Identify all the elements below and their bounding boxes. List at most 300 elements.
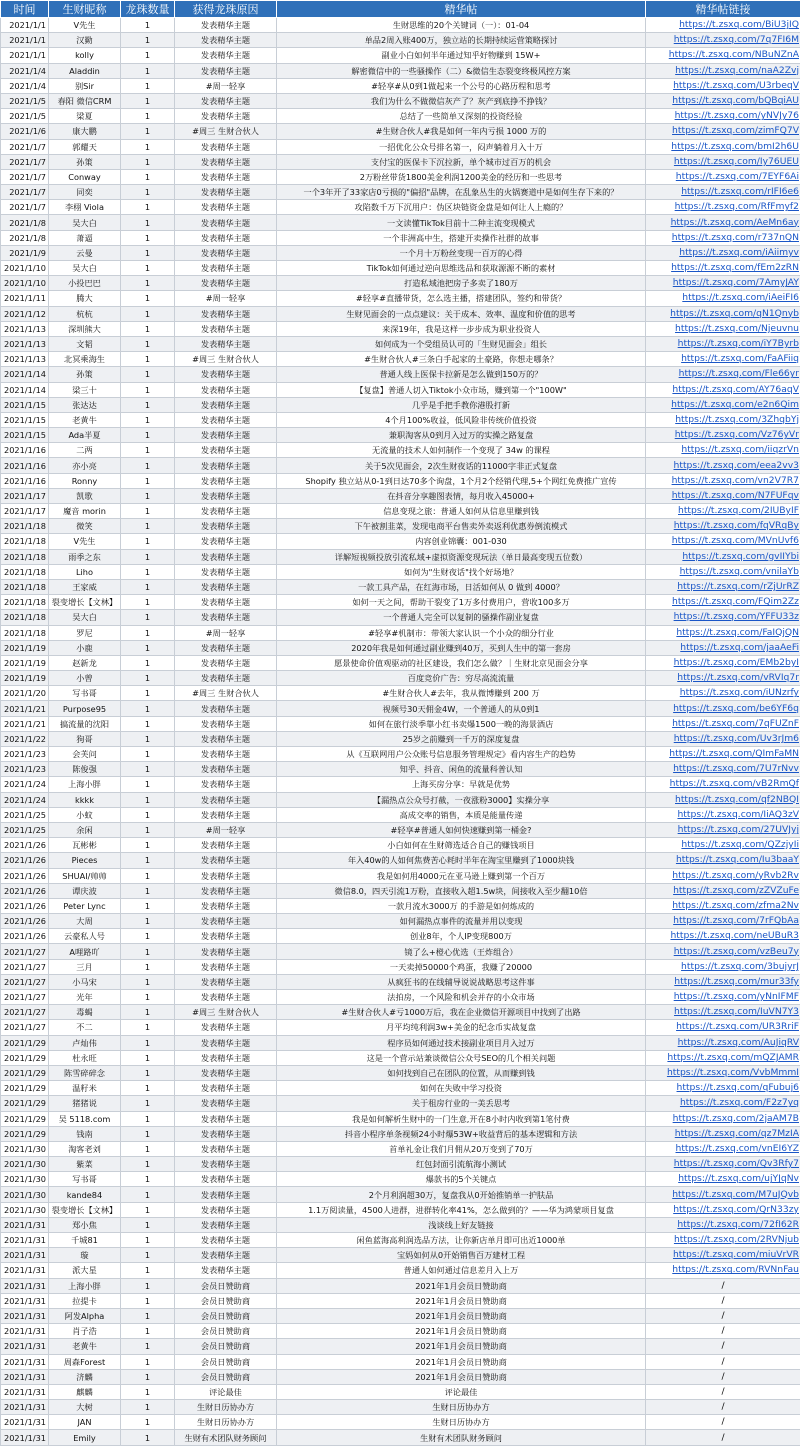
- post-link[interactable]: https://t.zsxq.com/N7FUFqv: [646, 488, 800, 503]
- post-link[interactable]: https://t.zsxq.com/7q7FI6M: [646, 33, 800, 48]
- reason-cell: #周三 生财合伙人: [175, 352, 277, 367]
- post-link[interactable]: https://t.zsxq.com/vnilaYb: [646, 564, 800, 579]
- date-cell: 2021/1/24: [1, 792, 49, 807]
- nickname-cell: 文韬: [49, 336, 121, 351]
- pearl-count-cell: 1: [121, 261, 175, 276]
- post-title-cell: 如何一天之间，帮助干裂变了1万多付费用户，营收100多万: [277, 595, 646, 610]
- table-row: [1, 1293, 800, 1308]
- post-link: /: [646, 1308, 800, 1323]
- post-title-cell: 在抖音分享趣图表情，每月收入45000+: [277, 488, 646, 503]
- reason-cell: 会员日赞助商: [175, 1278, 277, 1293]
- nickname-cell: 二两: [49, 443, 121, 458]
- reason-cell: 发表精华主题: [175, 336, 277, 351]
- post-link[interactable]: https://t.zsxq.com/BiU3jIQ: [646, 18, 800, 33]
- post-title-cell: 来深19年，我是这样一步步成为职业投资人: [277, 321, 646, 336]
- post-link[interactable]: https://t.zsxq.com/FQim2Zz: [646, 595, 800, 610]
- post-title-cell: 关于5次见面会，2次生财夜话的11000字非正式复盘: [277, 458, 646, 473]
- nickname-cell: 云豪私人号: [49, 929, 121, 944]
- post-link[interactable]: https://t.zsxq.com/Iy76UEU: [646, 154, 800, 169]
- nickname-cell: 写书哥: [49, 686, 121, 701]
- post-title-cell: 微信8.0，四天引流1万粉，直接收入超1.5w块，间接收入至少翻10倍: [277, 883, 646, 898]
- table-row: [1, 154, 800, 169]
- reason-cell: 发表精华主题: [175, 18, 277, 33]
- post-link[interactable]: https://t.zsxq.com/YFFU33z: [646, 610, 800, 625]
- pearl-count-cell: 1: [121, 352, 175, 367]
- post-link[interactable]: https://t.zsxq.com/fEm2zRN: [646, 261, 800, 276]
- post-link[interactable]: https://t.zsxq.com/vn2V7R7: [646, 473, 800, 488]
- nickname-cell: Liho: [49, 564, 121, 579]
- nickname-cell: 梁三十: [49, 382, 121, 397]
- nickname-cell: 不二: [49, 1020, 121, 1035]
- date-cell: 2021/1/31: [1, 1263, 49, 1278]
- nickname-cell: 微笑: [49, 519, 121, 534]
- pearl-count-cell: 1: [121, 1172, 175, 1187]
- reason-cell: 发表精华主题: [175, 731, 277, 746]
- pearl-count-cell: 1: [121, 276, 175, 291]
- post-link[interactable]: https://t.zsxq.com/zimFQ7V: [646, 124, 800, 139]
- post-title-cell: 内容创业锦囊：001-030: [277, 534, 646, 549]
- header-reason: 获得龙珠原因: [175, 1, 277, 18]
- table-row: [1, 458, 800, 473]
- date-cell: 2021/1/4: [1, 63, 49, 78]
- table-row: [1, 215, 800, 230]
- post-link[interactable]: https://t.zsxq.com/zZVZuFe: [646, 883, 800, 898]
- nickname-cell: 卢灿伟: [49, 1035, 121, 1050]
- pearl-count-cell: 1: [121, 139, 175, 154]
- post-link[interactable]: https://t.zsxq.com/iAiimyv: [646, 245, 800, 260]
- nickname-cell: 汉勤: [49, 33, 121, 48]
- post-link: /: [646, 1339, 800, 1354]
- post-link[interactable]: https://t.zsxq.com/iY7Byrb: [646, 336, 800, 351]
- reason-cell: 发表精华主题: [175, 990, 277, 1005]
- pearl-count-cell: 1: [121, 1065, 175, 1080]
- date-cell: 2021/1/21: [1, 716, 49, 731]
- post-link[interactable]: https://t.zsxq.com/FaAFiiq: [646, 352, 800, 367]
- date-cell: 2021/1/31: [1, 1415, 49, 1430]
- nickname-cell: 萧逼: [49, 230, 121, 245]
- post-link[interactable]: https://t.zsxq.com/Vz76yVr: [646, 428, 800, 443]
- post-title-cell: 生财日历协办方: [277, 1415, 646, 1430]
- post-title-cell: 如何成为一个受组员认可的「生财见面会」组长: [277, 336, 646, 351]
- nickname-cell: kande84: [49, 1187, 121, 1202]
- date-cell: 2021/1/13: [1, 336, 49, 351]
- table-row: [1, 291, 800, 306]
- post-link[interactable]: https://t.zsxq.com/Qv3Rfy7: [646, 1157, 800, 1172]
- pearl-count-cell: 1: [121, 245, 175, 260]
- post-link[interactable]: https://t.zsxq.com/yNVJy76: [646, 109, 800, 124]
- post-link[interactable]: https://t.zsxq.com/vB2RmQf: [646, 777, 800, 792]
- post-link[interactable]: https://t.zsxq.com/RfFmyf2: [646, 200, 800, 215]
- table-row: [1, 1020, 800, 1035]
- date-cell: 2021/1/5: [1, 109, 49, 124]
- post-link[interactable]: https://t.zsxq.com/AY76aqV: [646, 382, 800, 397]
- date-cell: 2021/1/13: [1, 352, 49, 367]
- post-link[interactable]: https://t.zsxq.com/mQZJAMR: [646, 1050, 800, 1065]
- post-title-cell: 攻陷数千万下沉用户：伪区块链资金盘是如何让人上瘾的？: [277, 200, 646, 215]
- post-link[interactable]: https://t.zsxq.com/miuVrVR: [646, 1248, 800, 1263]
- post-title-cell: 如何在旅行淡季靠小红书卖爆1500一晚的海景酒店: [277, 716, 646, 731]
- post-link[interactable]: https://t.zsxq.com/zfma2Nv: [646, 898, 800, 913]
- nickname-cell: 老黄牛: [49, 412, 121, 427]
- post-link[interactable]: https://t.zsxq.com/r737nQN: [646, 230, 800, 245]
- table-row: [1, 534, 800, 549]
- post-title-cell: 一个3年开了33家店0亏损的"偏招"品牌，在乱象丛生的火锅赛道中是如何生存下来的？: [277, 185, 646, 200]
- date-cell: 2021/1/29: [1, 1096, 49, 1111]
- date-cell: 2021/1/25: [1, 807, 49, 822]
- table-row: [1, 625, 800, 640]
- nickname-cell: 温籽米: [49, 1081, 121, 1096]
- post-link[interactable]: https://t.zsxq.com/2RVNjub: [646, 1233, 800, 1248]
- reason-cell: 会员日赞助商: [175, 1308, 277, 1323]
- pearl-count-cell: 1: [121, 367, 175, 382]
- post-link[interactable]: https://t.zsxq.com/UR3RriF: [646, 1020, 800, 1035]
- nickname-cell: 会芙问: [49, 747, 121, 762]
- pearl-count-cell: 1: [121, 33, 175, 48]
- reason-cell: 发表精华主题: [175, 93, 277, 108]
- pearl-count-cell: 1: [121, 853, 175, 868]
- post-link[interactable]: https://t.zsxq.com/neUBuR3: [646, 929, 800, 944]
- pearl-count-cell: 1: [121, 959, 175, 974]
- post-title-cell: 一款工具产品，在红海市场，日活如何从 0 做到 4000？: [277, 579, 646, 594]
- post-link[interactable]: https://t.zsxq.com/Uv3rJm6: [646, 731, 800, 746]
- nickname-cell: 大树: [49, 1400, 121, 1415]
- post-title-cell: 红包封面引流航海小测试: [277, 1157, 646, 1172]
- post-link[interactable]: https://t.zsxq.com/QrN33zy: [646, 1202, 800, 1217]
- post-link[interactable]: https://t.zsxq.com/vRVIq7r: [646, 671, 800, 686]
- post-link: /: [646, 1384, 800, 1399]
- reason-cell: 发表精华主题: [175, 139, 277, 154]
- date-cell: 2021/1/31: [1, 1400, 49, 1415]
- reason-cell: 发表精华主题: [175, 792, 277, 807]
- reason-cell: #周三 生财合伙人: [175, 124, 277, 139]
- post-link[interactable]: https://t.zsxq.com/ujYJqNv: [646, 1172, 800, 1187]
- date-cell: 2021/1/17: [1, 504, 49, 519]
- post-title-cell: 这是一个营示站兼谈微信公众号SEO的几个相关问题: [277, 1050, 646, 1065]
- post-title-cell: #轻享#从0到1做起来一个公号的心路历程和思考: [277, 78, 646, 93]
- pearl-count-cell: 1: [121, 1415, 175, 1430]
- reason-cell: 发表精华主题: [175, 534, 277, 549]
- reason-cell: 发表精华主题: [175, 807, 277, 822]
- post-link[interactable]: https://t.zsxq.com/IuVN7Y3: [646, 1005, 800, 1020]
- nickname-cell: 肖子浩: [49, 1324, 121, 1339]
- nickname-cell: 搞流量的沈阳: [49, 716, 121, 731]
- pearl-count-cell: 1: [121, 1248, 175, 1263]
- pearl-count-cell: 1: [121, 321, 175, 336]
- reason-cell: 发表精华主题: [175, 655, 277, 670]
- date-cell: 2021/1/1: [1, 48, 49, 63]
- post-link[interactable]: https://t.zsxq.com/NBuNZnA: [646, 48, 800, 63]
- post-link[interactable]: https://t.zsxq.com/rZjUrRZ: [646, 579, 800, 594]
- post-link[interactable]: https://t.zsxq.com/27UVJyj: [646, 822, 800, 837]
- reason-cell: 发表精华主题: [175, 382, 277, 397]
- date-cell: 2021/1/27: [1, 990, 49, 1005]
- nickname-cell: 千城81: [49, 1233, 121, 1248]
- nickname-cell: 小马宋: [49, 974, 121, 989]
- nickname-cell: 瓦彬彬: [49, 838, 121, 853]
- reason-cell: #周三 生财合伙人: [175, 1005, 277, 1020]
- post-link[interactable]: https://t.zsxq.com/be6YF6q: [646, 701, 800, 716]
- pearl-count-cell: 1: [121, 1050, 175, 1065]
- post-link[interactable]: https://t.zsxq.com/gvIIYbi: [646, 549, 800, 564]
- nickname-cell: 春阳 微信CRM: [49, 93, 121, 108]
- nickname-cell: 毒蝎: [49, 1005, 121, 1020]
- reason-cell: 发表精华主题: [175, 428, 277, 443]
- nickname-cell: 三月: [49, 959, 121, 974]
- post-title-cell: 解密微信中的一些骚操作（二）&微信生态裂变终极风控方案: [277, 63, 646, 78]
- post-title-cell: 2021年1月会员日赞助商: [277, 1278, 646, 1293]
- table-row: [1, 762, 800, 777]
- nickname-cell: 光年: [49, 990, 121, 1005]
- pearl-count-cell: 1: [121, 883, 175, 898]
- post-link[interactable]: https://t.zsxq.com/jaaAeFi: [646, 640, 800, 655]
- post-title-cell: 愿景使命价值观驱动的社区建设，我们怎么做？｜生财北京见面会分享: [277, 655, 646, 670]
- pearl-count-cell: 1: [121, 1430, 175, 1445]
- nickname-cell: 裂变增长【文林】: [49, 1202, 121, 1217]
- pearl-count-cell: 1: [121, 838, 175, 853]
- date-cell: 2021/1/26: [1, 868, 49, 883]
- nickname-cell: 钱南: [49, 1126, 121, 1141]
- post-link[interactable]: https://t.zsxq.com/72fI62R: [646, 1217, 800, 1232]
- post-link[interactable]: https://t.zsxq.com/Iu3baaY: [646, 853, 800, 868]
- post-link[interactable]: https://t.zsxq.com/Njeuvnu: [646, 321, 800, 336]
- date-cell: 2021/1/30: [1, 1172, 49, 1187]
- table-row: [1, 1354, 800, 1369]
- reason-cell: 发表精华主题: [175, 367, 277, 382]
- pearl-count-cell: 1: [121, 1369, 175, 1384]
- post-link[interactable]: https://t.zsxq.com/MVnUvf6: [646, 534, 800, 549]
- post-title-cell: 4个月100%收益，低风险非传统价值投资: [277, 412, 646, 427]
- post-link[interactable]: https://t.zsxq.com/VvbMmmI: [646, 1065, 800, 1080]
- post-title-cell: 抖音小程序单条视频24小时爆53W+收益背后的基本逻辑和方法: [277, 1126, 646, 1141]
- table-row: [1, 701, 800, 716]
- pearl-count-cell: 1: [121, 1308, 175, 1323]
- date-cell: 2021/1/31: [1, 1308, 49, 1323]
- table-row: [1, 1217, 800, 1232]
- table-row: [1, 321, 800, 336]
- header-post: 精华帖: [277, 1, 646, 18]
- post-title-cell: 2021年1月会员日赞助商: [277, 1354, 646, 1369]
- post-link[interactable]: https://t.zsxq.com/qFubuj6: [646, 1081, 800, 1096]
- reason-cell: 发表精华主题: [175, 276, 277, 291]
- post-title-cell: 一个非洲高中生，搭建开卖操作社群的故事: [277, 230, 646, 245]
- nickname-cell: 大周: [49, 914, 121, 929]
- pearl-count-cell: 1: [121, 1233, 175, 1248]
- post-link[interactable]: https://t.zsxq.com/iAeiFI6: [646, 291, 800, 306]
- reason-cell: 发表精华主题: [175, 716, 277, 731]
- post-title-cell: 普通人如何通过信息差月入上万: [277, 1263, 646, 1278]
- date-cell: 2021/1/5: [1, 93, 49, 108]
- pearl-count-cell: 1: [121, 640, 175, 655]
- post-title-cell: 月平均纯利润3w+美金的纪念币实战复盘: [277, 1020, 646, 1035]
- reason-cell: 发表精华主题: [175, 579, 277, 594]
- nickname-cell: V先生: [49, 534, 121, 549]
- pearl-count-cell: 1: [121, 488, 175, 503]
- post-link[interactable]: https://t.zsxq.com/IiAQ3zV: [646, 807, 800, 822]
- table-row: [1, 1430, 800, 1445]
- post-title-cell: 一招优化公众号排名第一，闷声躺着月入十万: [277, 139, 646, 154]
- post-link[interactable]: https://t.zsxq.com/iUNzrfy: [646, 686, 800, 701]
- pearl-count-cell: 1: [121, 124, 175, 139]
- post-link[interactable]: https://t.zsxq.com/M7uJQvb: [646, 1187, 800, 1202]
- post-link[interactable]: https://t.zsxq.com/2jaAM7B: [646, 1111, 800, 1126]
- post-link[interactable]: https://t.zsxq.com/mur33fy: [646, 974, 800, 989]
- post-title-cell: 25岁之前赚到一千万的深度复盘: [277, 731, 646, 746]
- post-link[interactable]: https://t.zsxq.com/3ZhqbYj: [646, 412, 800, 427]
- nickname-cell: 璇: [49, 1248, 121, 1263]
- date-cell: 2021/1/18: [1, 564, 49, 579]
- table-row: [1, 412, 800, 427]
- nickname-cell: 亦小亮: [49, 458, 121, 473]
- post-link[interactable]: https://t.zsxq.com/FaIQjQN: [646, 625, 800, 640]
- post-link[interactable]: https://t.zsxq.com/7EYF6Ai: [646, 169, 800, 184]
- date-cell: 2021/1/14: [1, 367, 49, 382]
- nickname-cell: 谭庆波: [49, 883, 121, 898]
- post-link[interactable]: https://t.zsxq.com/3bujyrJ: [646, 959, 800, 974]
- reason-cell: 发表精华主题: [175, 473, 277, 488]
- post-link[interactable]: https://t.zsxq.com/2IUByIF: [646, 504, 800, 519]
- post-link[interactable]: https://t.zsxq.com/qN1Qnyb: [646, 306, 800, 321]
- nickname-cell: 阿发Alpha: [49, 1308, 121, 1323]
- date-cell: 2021/1/18: [1, 610, 49, 625]
- header-pearl-count: 龙珠数量: [121, 1, 175, 18]
- date-cell: 2021/1/14: [1, 382, 49, 397]
- post-link[interactable]: https://t.zsxq.com/yRvb2Rv: [646, 868, 800, 883]
- nickname-cell: 陈雪碎碎念: [49, 1065, 121, 1080]
- pearl-count-cell: 1: [121, 777, 175, 792]
- nickname-cell: 猪猪说: [49, 1096, 121, 1111]
- date-cell: 2021/1/10: [1, 276, 49, 291]
- table-row: [1, 367, 800, 382]
- post-link[interactable]: https://t.zsxq.com/iiqzrVn: [646, 443, 800, 458]
- post-link[interactable]: https://t.zsxq.com/RVNnFau: [646, 1263, 800, 1278]
- pearl-count-cell: 1: [121, 1324, 175, 1339]
- post-title-cell: 从疯狂书的在线辅导说说战略思考这件事: [277, 974, 646, 989]
- pearl-count-cell: 1: [121, 169, 175, 184]
- reason-cell: 发表精华主题: [175, 1187, 277, 1202]
- reason-cell: 发表精华主题: [175, 1050, 277, 1065]
- post-title-cell: 2万粉丝带货1800美金利润1200美金的经历和一些思考: [277, 169, 646, 184]
- reason-cell: 会员日赞助商: [175, 1369, 277, 1384]
- post-link[interactable]: https://t.zsxq.com/vzBeu7y: [646, 944, 800, 959]
- pearl-count-cell: 1: [121, 1035, 175, 1050]
- post-link[interactable]: https://t.zsxq.com/AeMn6ay: [646, 215, 800, 230]
- post-link[interactable]: https://t.zsxq.com/yNnIFMF: [646, 990, 800, 1005]
- post-title-cell: 我是如何解析生财中的一门生意,开在8小时内收到第1笔付费: [277, 1111, 646, 1126]
- post-title-cell: 首单礼金让我们月佣从20万变到了70万: [277, 1141, 646, 1156]
- post-title-cell: 程序员如何通过技术接副业项目月入过万: [277, 1035, 646, 1050]
- pearl-count-cell: 1: [121, 974, 175, 989]
- date-cell: 2021/1/21: [1, 701, 49, 716]
- header-nickname: 生财昵称: [49, 1, 121, 18]
- nickname-cell: 写书哥: [49, 1172, 121, 1187]
- post-title-cell: 一文读懂TikTok目前十二种主流变现模式: [277, 215, 646, 230]
- table-row: [1, 1172, 800, 1187]
- post-link[interactable]: https://t.zsxq.com/7AmyJAY: [646, 276, 800, 291]
- post-link[interactable]: https://t.zsxq.com/F2z7yq: [646, 1096, 800, 1111]
- table-row: [1, 169, 800, 184]
- table-row: [1, 382, 800, 397]
- reason-cell: 发表精华主题: [175, 33, 277, 48]
- pearl-count-cell: 1: [121, 1339, 175, 1354]
- pearl-count-cell: 1: [121, 1141, 175, 1156]
- pearl-count-cell: 1: [121, 93, 175, 108]
- table-row: [1, 397, 800, 412]
- table-row: [1, 519, 800, 534]
- post-link[interactable]: https://t.zsxq.com/e2n6Qim: [646, 397, 800, 412]
- pearl-count-cell: 1: [121, 534, 175, 549]
- nickname-cell: 派大星: [49, 1263, 121, 1278]
- reason-cell: 发表精华主题: [175, 1096, 277, 1111]
- post-link[interactable]: https://t.zsxq.com/qf2NBQI: [646, 792, 800, 807]
- post-link[interactable]: https://t.zsxq.com/fqVRqBy: [646, 519, 800, 534]
- table-row: [1, 1187, 800, 1202]
- nickname-cell: Purpose95: [49, 701, 121, 716]
- post-link[interactable]: https://t.zsxq.com/7qFUZnF: [646, 716, 800, 731]
- date-cell: 2021/1/7: [1, 169, 49, 184]
- post-link[interactable]: https://t.zsxq.com/Fle66yr: [646, 367, 800, 382]
- post-link[interactable]: https://t.zsxq.com/vnEI6YZ: [646, 1141, 800, 1156]
- post-link[interactable]: https://t.zsxq.com/qz7MzIA: [646, 1126, 800, 1141]
- date-cell: 2021/1/7: [1, 154, 49, 169]
- post-link[interactable]: https://t.zsxq.com/7rFQbAa: [646, 914, 800, 929]
- post-title-cell: Shopify 独立站从0-1到日达70多个询盘，1个月2个经销代理,5+个网红免费推广宣传: [277, 473, 646, 488]
- post-link[interactable]: https://t.zsxq.com/naA2Zvj: [646, 63, 800, 78]
- table-row: [1, 883, 800, 898]
- post-link[interactable]: https://t.zsxq.com/bmI2h6U: [646, 139, 800, 154]
- table-row: [1, 655, 800, 670]
- date-cell: 2021/1/1: [1, 33, 49, 48]
- date-cell: 2021/1/8: [1, 215, 49, 230]
- post-title-cell: 法拍房，一个风险和机会并存的小众市场: [277, 990, 646, 1005]
- nickname-cell: kolly: [49, 48, 121, 63]
- post-title-cell: 【漏热点公众号打截，一夜涨粉3000】实操分享: [277, 792, 646, 807]
- post-title-cell: 评论最佳: [277, 1384, 646, 1399]
- pearl-count-cell: 1: [121, 549, 175, 564]
- post-title-cell: 一款月流水3000万 的手游是如何炼成的: [277, 898, 646, 913]
- pearl-count-cell: 1: [121, 230, 175, 245]
- nickname-cell: Conway: [49, 169, 121, 184]
- post-link[interactable]: https://t.zsxq.com/eea2vv3: [646, 458, 800, 473]
- pearl-count-cell: 1: [121, 215, 175, 230]
- reason-cell: 发表精华主题: [175, 1065, 277, 1080]
- table-row: [1, 230, 800, 245]
- post-link: /: [646, 1293, 800, 1308]
- post-link[interactable]: https://t.zsxq.com/AuJiqRV: [646, 1035, 800, 1050]
- post-link[interactable]: https://t.zsxq.com/bQBqiAU: [646, 93, 800, 108]
- post-link[interactable]: https://t.zsxq.com/EMb2byI: [646, 655, 800, 670]
- post-link[interactable]: https://t.zsxq.com/QZzjyIi: [646, 838, 800, 853]
- post-link[interactable]: https://t.zsxq.com/7U7rNvv: [646, 762, 800, 777]
- table-row: [1, 838, 800, 853]
- nickname-cell: 郭耀天: [49, 139, 121, 154]
- post-link[interactable]: https://t.zsxq.com/U3rbeqV: [646, 78, 800, 93]
- pearl-count-cell: 1: [121, 1263, 175, 1278]
- pearl-count-cell: 1: [121, 1111, 175, 1126]
- nickname-cell: 吴大白: [49, 215, 121, 230]
- post-link[interactable]: https://t.zsxq.com/rIFI6e6: [646, 185, 800, 200]
- reason-cell: 发表精华主题: [175, 914, 277, 929]
- pearl-count-cell: 1: [121, 1081, 175, 1096]
- date-cell: 2021/1/7: [1, 200, 49, 215]
- pearl-count-cell: 1: [121, 747, 175, 762]
- post-title-cell: #生财合伙人#亏1000万后，我在企业微信开源项目中找到了出路: [277, 1005, 646, 1020]
- post-link[interactable]: https://t.zsxq.com/QImFaMN: [646, 747, 800, 762]
- reason-cell: 发表精华主题: [175, 1172, 277, 1187]
- pearl-count-cell: 1: [121, 1005, 175, 1020]
- date-cell: 2021/1/31: [1, 1217, 49, 1232]
- date-cell: 2021/1/29: [1, 1111, 49, 1126]
- date-cell: 2021/1/18: [1, 625, 49, 640]
